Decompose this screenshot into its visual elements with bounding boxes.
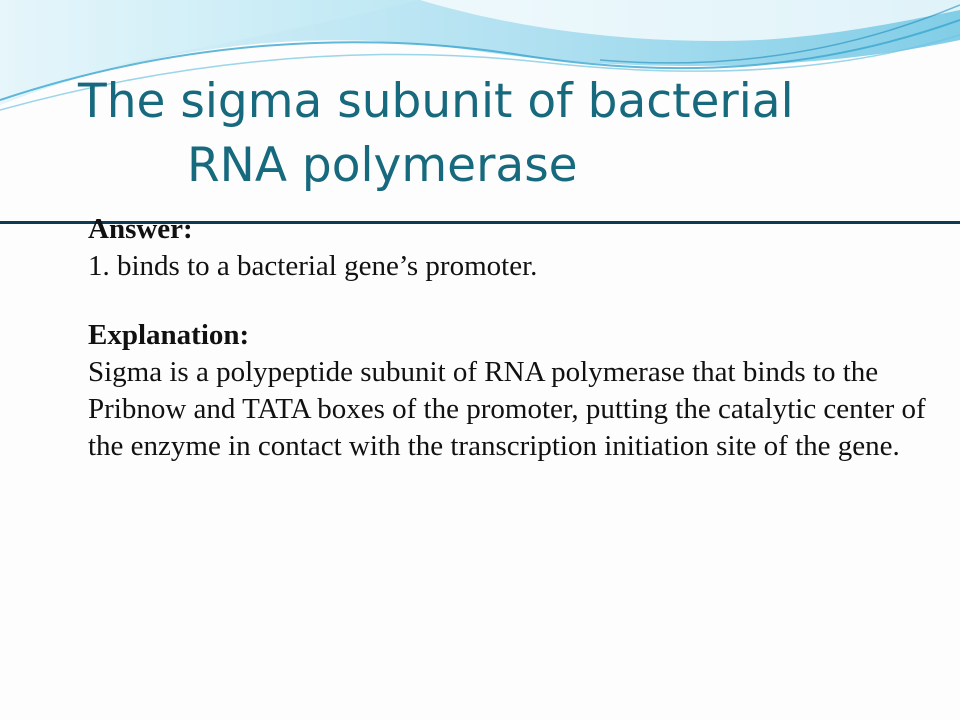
slide-body [88,211,928,465]
explanation-heading: Explanation: [88,319,250,351]
title-line-1: The sigma subunit of bacterial [78,74,794,129]
answer-text: 1. binds to a bacterial gene’s promoter. [88,250,538,282]
answer-heading: Answer: [88,213,193,245]
title-line-2: RNA polymerase [187,138,578,193]
explanation-text: Sigma is a polypeptide subunit of RNA polymerase that binds to the Pribnow and TATA boxes of the promoter, putting the catalytic center of the enzyme in contact with the transcription initiation site of the gene. [88,356,926,462]
